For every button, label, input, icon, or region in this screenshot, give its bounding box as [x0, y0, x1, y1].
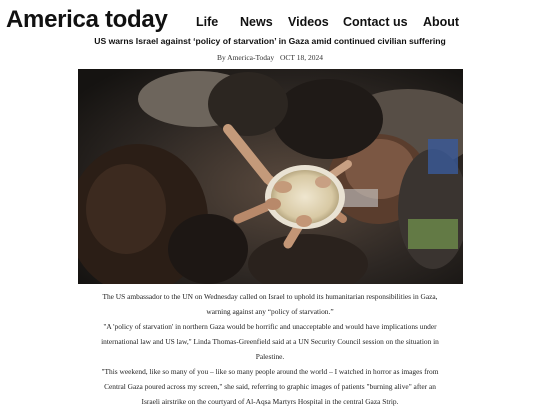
- main-nav: [0, 15, 540, 33]
- article-byline: [0, 53, 540, 62]
- site-logo[interactable]: America today: [6, 6, 168, 33]
- article-body: [100, 289, 440, 409]
- nav-about[interactable]: About: [423, 15, 460, 29]
- article-paragraph-1: The US ambassador to the UN on Wednesday called on Israel to uphold its humanitarian responsibilities in Gaza, warning against any “policy of starvation.”: [102, 292, 438, 316]
- article-author: By America-Today: [216, 53, 275, 62]
- article-headline: US warns Israel against ‘policy of starvation’ in Gaza amid continued civilian suffering: [94, 36, 446, 46]
- article-date: OCT 18, 2024: [280, 53, 324, 62]
- nav-life[interactable]: Life: [196, 15, 219, 29]
- photo-image: [78, 69, 463, 284]
- nav-news[interactable]: News: [240, 15, 273, 29]
- article-paragraph-2: "A 'policy of starvation' in northern Gaza would be horrific and unacceptable and would have implications under international law and US law," Linda Thomas-Greenfield said at a UN Security Council session on the situation in Palestine.: [101, 322, 439, 361]
- article-paragraph-3: "This weekend, like so many of you – like so many people around the world – I watched in horror as images from Central Gaza poured across my screen," she said, referring to graphic images of patients "burning alive" after an Israeli airstrike on the courtyard of Al-Aqsa Martyrs Hospital in the central Gaza Strip.: [101, 367, 439, 406]
- nav-videos[interactable]: Videos: [288, 15, 329, 29]
- article-photo: [78, 69, 463, 284]
- nav-contact-us[interactable]: Contact us: [343, 15, 408, 29]
